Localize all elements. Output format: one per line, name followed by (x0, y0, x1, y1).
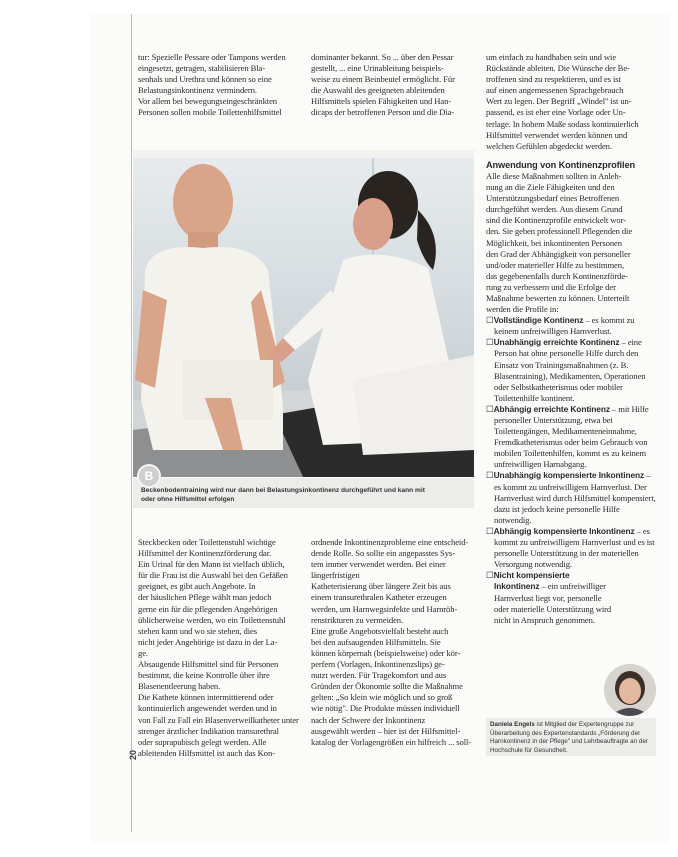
text-line: Hilfsmittel der Kontinenzförderung dar. (138, 548, 272, 559)
text-line: gelten: „So klein wie möglich und so groß (311, 692, 453, 703)
profile-text: – es kommt zu unfreiwilligem Harnverlust und es ist personelle Unterstützung in der materiellen Versorgung notwendig. (494, 525, 655, 570)
author-info-box (486, 718, 656, 756)
text-line: Gründen der Ökonomie sollte die Maßnahme (311, 681, 463, 692)
text-line: die Auswahl des geeigneten ableitenden (311, 85, 445, 96)
text-line: stehen kann und wo sie stehen, dies (138, 625, 257, 636)
text-line: Belastungsinkontinenz vermindern. (138, 85, 257, 96)
profile-text: – eine Person hat ohne personelle Hilfe durch den Einsatz von Trainingsmaßnahmen (z. B. Blasentraining), Medikamenten, Operationen oder Selbstkatheterismus oder mobiler Toilettenhilfe kontinent. (494, 337, 646, 403)
text-line: nicht jeder Angehörige ist dazu in der La- (138, 636, 278, 647)
profile-title: Nicht kompensierte Inkontinenz (493, 570, 570, 592)
author-name: Daniela Engels (490, 721, 535, 728)
text-line: rung zu verbessern und die Erfolge der (486, 281, 616, 292)
profile-text: – mit Hilfe personeller Unterstützung, etwa bei Toilettengängen, Medikamenteneinnahme, Fremdkatheterismus oder beim Gebrauch von mobilen Toilettenhilfen, kommt es zu keinem unfreiwilligen Harnabgang. (494, 403, 649, 470)
text-line: Steckbecken oder Toilettenstuhl wichtige (138, 537, 276, 547)
text-line: ge. (138, 647, 148, 658)
text-line: oder suprapubisch gelegt werden. Alle (138, 736, 267, 747)
text-line: Die Kathete können intermittierend oder (138, 692, 274, 703)
profile-item: ☐Vollständige Kontinenz – es kommt zu keinem unfreiwilligen Harnverlust. (486, 315, 635, 337)
text-line: Vor allem bei bewegungseingeschränkten (138, 96, 277, 107)
author-description: ist Mitglied der Expertengruppe zur Überarbeitung des Expertenstandards „Förderung der Harnkontinenz in der Pflege" und Lehrbeauftragte an der Hochschule für Gesundheit. (490, 721, 649, 754)
section-heading: Anwendung von Kontinenzprofilen (486, 159, 635, 170)
page-number: 20 (128, 749, 138, 760)
text-line: geeignet, es gibt auch Angebote. In (138, 581, 256, 592)
text-line: Wert zu legen. Der Begriff „Windel" ist un- (486, 96, 632, 107)
text-line: Hilfsmittel verwendet werden können und (486, 129, 628, 140)
text-line: dominanter bekannt. So ... über den Pessar (311, 52, 454, 62)
text-line: Blasenentleerung haben. (138, 681, 221, 692)
text-line: Katheterisierung über längere Zeit bis aus (311, 581, 451, 592)
caption-text: Beckenbodentraining wird nur dann bei Belastungsinkontinenz durchgeführt und kann mit oder ohne Hilfsmittel erfolgen (141, 487, 425, 503)
column-2-top (311, 52, 476, 119)
column-3 (486, 52, 656, 626)
text-line: Rückstände ableiten. Die Wünsche der Be- (486, 63, 630, 74)
text-line: gerne ein für die pflegenden Angehörigen (138, 603, 278, 614)
text-line: nutzt werden. Für Tragekomfort und aus (311, 670, 447, 681)
profile-text: – es kommt zu unfreiwilligem Harnverlust. Der Harnverlust wird durch Hilfsmittel kompensiert, dazu ist jedoch keine personelle Hilfe notwendig. (494, 470, 656, 525)
training-photo (133, 150, 474, 477)
text-line: Ein Urinal für den Mann ist vielfach üblich, (138, 559, 285, 570)
text-line: troffenen sind zu respektieren, und es ist (486, 74, 621, 85)
profile-title: Abhängig erreichte Kontinenz (493, 403, 610, 414)
profile-item: ☐Abhängig erreichte Kontinenz – mit Hilfe personeller Unterstützung, etwa bei Toilettengängen, Medikamenteneinnahme, Fremdkatheterismus oder beim Gebrauch von mobilen Toilettenhilfen, kommt es zu keinem unfreiwilligen Harnabgang. (486, 403, 649, 470)
text-line: von Fall zu Fall ein Blasenverweilkatheter unter (138, 714, 299, 725)
profile-title: Vollständige Kontinenz (493, 315, 584, 326)
photo-caption (133, 469, 474, 508)
text-line: nung an die Ziele Fähigkeiten und den (486, 182, 615, 193)
column-2-bottom (311, 537, 476, 748)
profile-text: – es kommt zu keinem unfreiwilligen Harnverlust. (494, 315, 635, 337)
text-line: ausgewählt werden – hier ist der Hilfsmittel- (311, 725, 461, 736)
text-line: Möglichkeit, bei inkontinenten Personen (486, 237, 622, 248)
page-gutter-line (131, 14, 132, 832)
text-line: Unterstützungsbedarf eines Betroffenen (486, 193, 620, 204)
text-line: gestellt, ... eine Urinableitung beispiels- (311, 63, 444, 74)
text-line: Eine große Angebotsvielfalt besteht auch (311, 625, 449, 636)
text-line: durchgeführt werden. Aus diesem Grund (486, 204, 623, 215)
profile-item: ☐Abhängig kompensierte Inkontinenz – es kommt zu unfreiwilligem Harnverlust und es ist personelle Unterstützung in der materiellen Versorgung notwendig. (486, 525, 655, 570)
text-line: nach der Schwere der Inkontinenz (311, 714, 426, 725)
caption-badge: B (137, 464, 161, 488)
column-1-bottom (138, 537, 302, 759)
text-line: perfern (Vorlagen, Inkontinenzslips) ge- (311, 659, 445, 670)
text-line: können körpernah (beispielsweise) oder kör- (311, 647, 461, 658)
text-line: den. Sie geben professionell Pflegenden die (486, 226, 633, 237)
text-line: bei den aufsaugenden Hilfsmitteln. Sie (311, 636, 441, 647)
text-line: kontinuierlich angewendet werden und in (138, 703, 277, 714)
text-line: Absaugende Hilfsmittel sind für Personen (138, 659, 279, 670)
text-line: passend, es ist eher eine Vorlage oder Un- (486, 107, 626, 118)
profile-title: Abhängig kompensierte Inkontinenz (493, 525, 635, 536)
text-line: bestimmt, die keine Kontrolle über ihre (138, 670, 270, 681)
text-line: der häuslichen Pflege wählt man jedoch (138, 592, 272, 603)
text-line: katalog der Vorlagengrößen ein hilfreich ... soll- (311, 736, 472, 747)
text-line: üblicherweise werden, wo ein Toilettenstuhl (138, 614, 286, 625)
text-line: Hilfsmittels spielen Fähigkeiten und Han- (311, 96, 452, 107)
profile-title: Unabhängig kompensierte Inkontinenz (493, 470, 645, 481)
text-line: das gegebenenfalls durch Kontinenzförde- (486, 270, 628, 281)
text-line: weise zu einem Beinbeutel ermöglicht. Für (311, 74, 455, 85)
profile-text: – ein unfreiwilliger Harnverlust liegt vor, personelle oder materielle Unterstützung wird nicht in Anspruch genommen. (494, 581, 612, 625)
text-line: Maßnahme bewerten zu können. Unterteilt (486, 292, 630, 303)
author-text (490, 721, 654, 755)
photo-illustration (133, 150, 474, 477)
text-line: tem immer verwendet werden. Bei einer längerfristigen (311, 559, 446, 581)
text-line: werden, um Harnwegsinfekte und Harnröh- (311, 603, 458, 614)
text-line: um einfach zu handhaben sein und wie (486, 52, 617, 62)
text-line: renstrikturen zu vermeiden. (311, 614, 404, 625)
text-line: ableitenden Hilfsmittel ist auch das Kon- (138, 747, 275, 758)
text-line: senhals und Urethra und können so eine (138, 74, 272, 85)
text-line: wie nötig". Die Produkte müssen individuell (311, 703, 460, 714)
column-1-top (138, 52, 302, 119)
text-line: strenger ärztlicher Indikation transurethral (138, 725, 279, 736)
text-line: für die Frau ist die Auswahl bei den Gefäßen (138, 570, 288, 581)
profile-item: ☐Unabhängig kompensierte Inkontinenz – es kommt zu unfreiwilligem Harnverlust. Der Harnverlust wird durch Hilfsmittel kompensiert, dazu ist jedoch keine personelle Hilfe notwendig. (486, 470, 656, 525)
text-line: dende Rolle. So sollte ein angepasstes Sys- (311, 548, 455, 559)
author-portrait-image (604, 664, 656, 716)
text-line: welchen Gefühlen abgedeckt werden. (486, 140, 612, 151)
text-line: sind die Kontinenzprofile entwickelt wor- (486, 215, 626, 226)
text-line: werden die Profile in: (486, 304, 559, 315)
profile-item: ☐Nicht kompensierte Inkontinenz – ein unfreiwilliger Harnverlust liegt vor, personelle oder materielle Unterstützung wird nicht in Anspruch genommen. (486, 570, 612, 625)
text-line: eingesetzt, getragen, stabilisieren Bla- (138, 63, 266, 74)
author-portrait (604, 664, 656, 716)
text-line: ordnende Inkontinenzprobleme eine entscheid- (311, 537, 469, 547)
text-line: Alle diese Maßnahmen sollten in Anleh- (486, 170, 622, 181)
text-line: einem transurethralen Katheter erzeugen (311, 592, 447, 603)
text-line: und/oder materieller Hilfe zu bestimmen, (486, 259, 624, 270)
profile-item: ☐Unabhängig erreichte Kontinenz – eine Person hat ohne personelle Hilfe durch den Einsatz von Trainingsmaßnahmen (z. B. Blasentraining), Medikamenten, Operationen oder Selbstkatheterismus oder mobiler Toilettenhilfe kontinent. (486, 337, 646, 403)
profile-title: Unabhängig erreichte Kontinenz (493, 337, 620, 348)
text-line: Personen sollen mobile Toilettenhilfsmittel (138, 107, 282, 118)
text-line: auf einen angemessenen Sprachgebrauch (486, 85, 624, 96)
text-line: tur: Spezielle Pessare oder Tampons werden (138, 52, 286, 62)
text-line: terlage. In hohem Maße sodass kontinuierlich (486, 118, 639, 129)
text-line: den Grad der Abhängigkeit von personeller (486, 248, 631, 259)
text-line: dicaps der betroffenen Person und die Dia- (311, 107, 455, 118)
